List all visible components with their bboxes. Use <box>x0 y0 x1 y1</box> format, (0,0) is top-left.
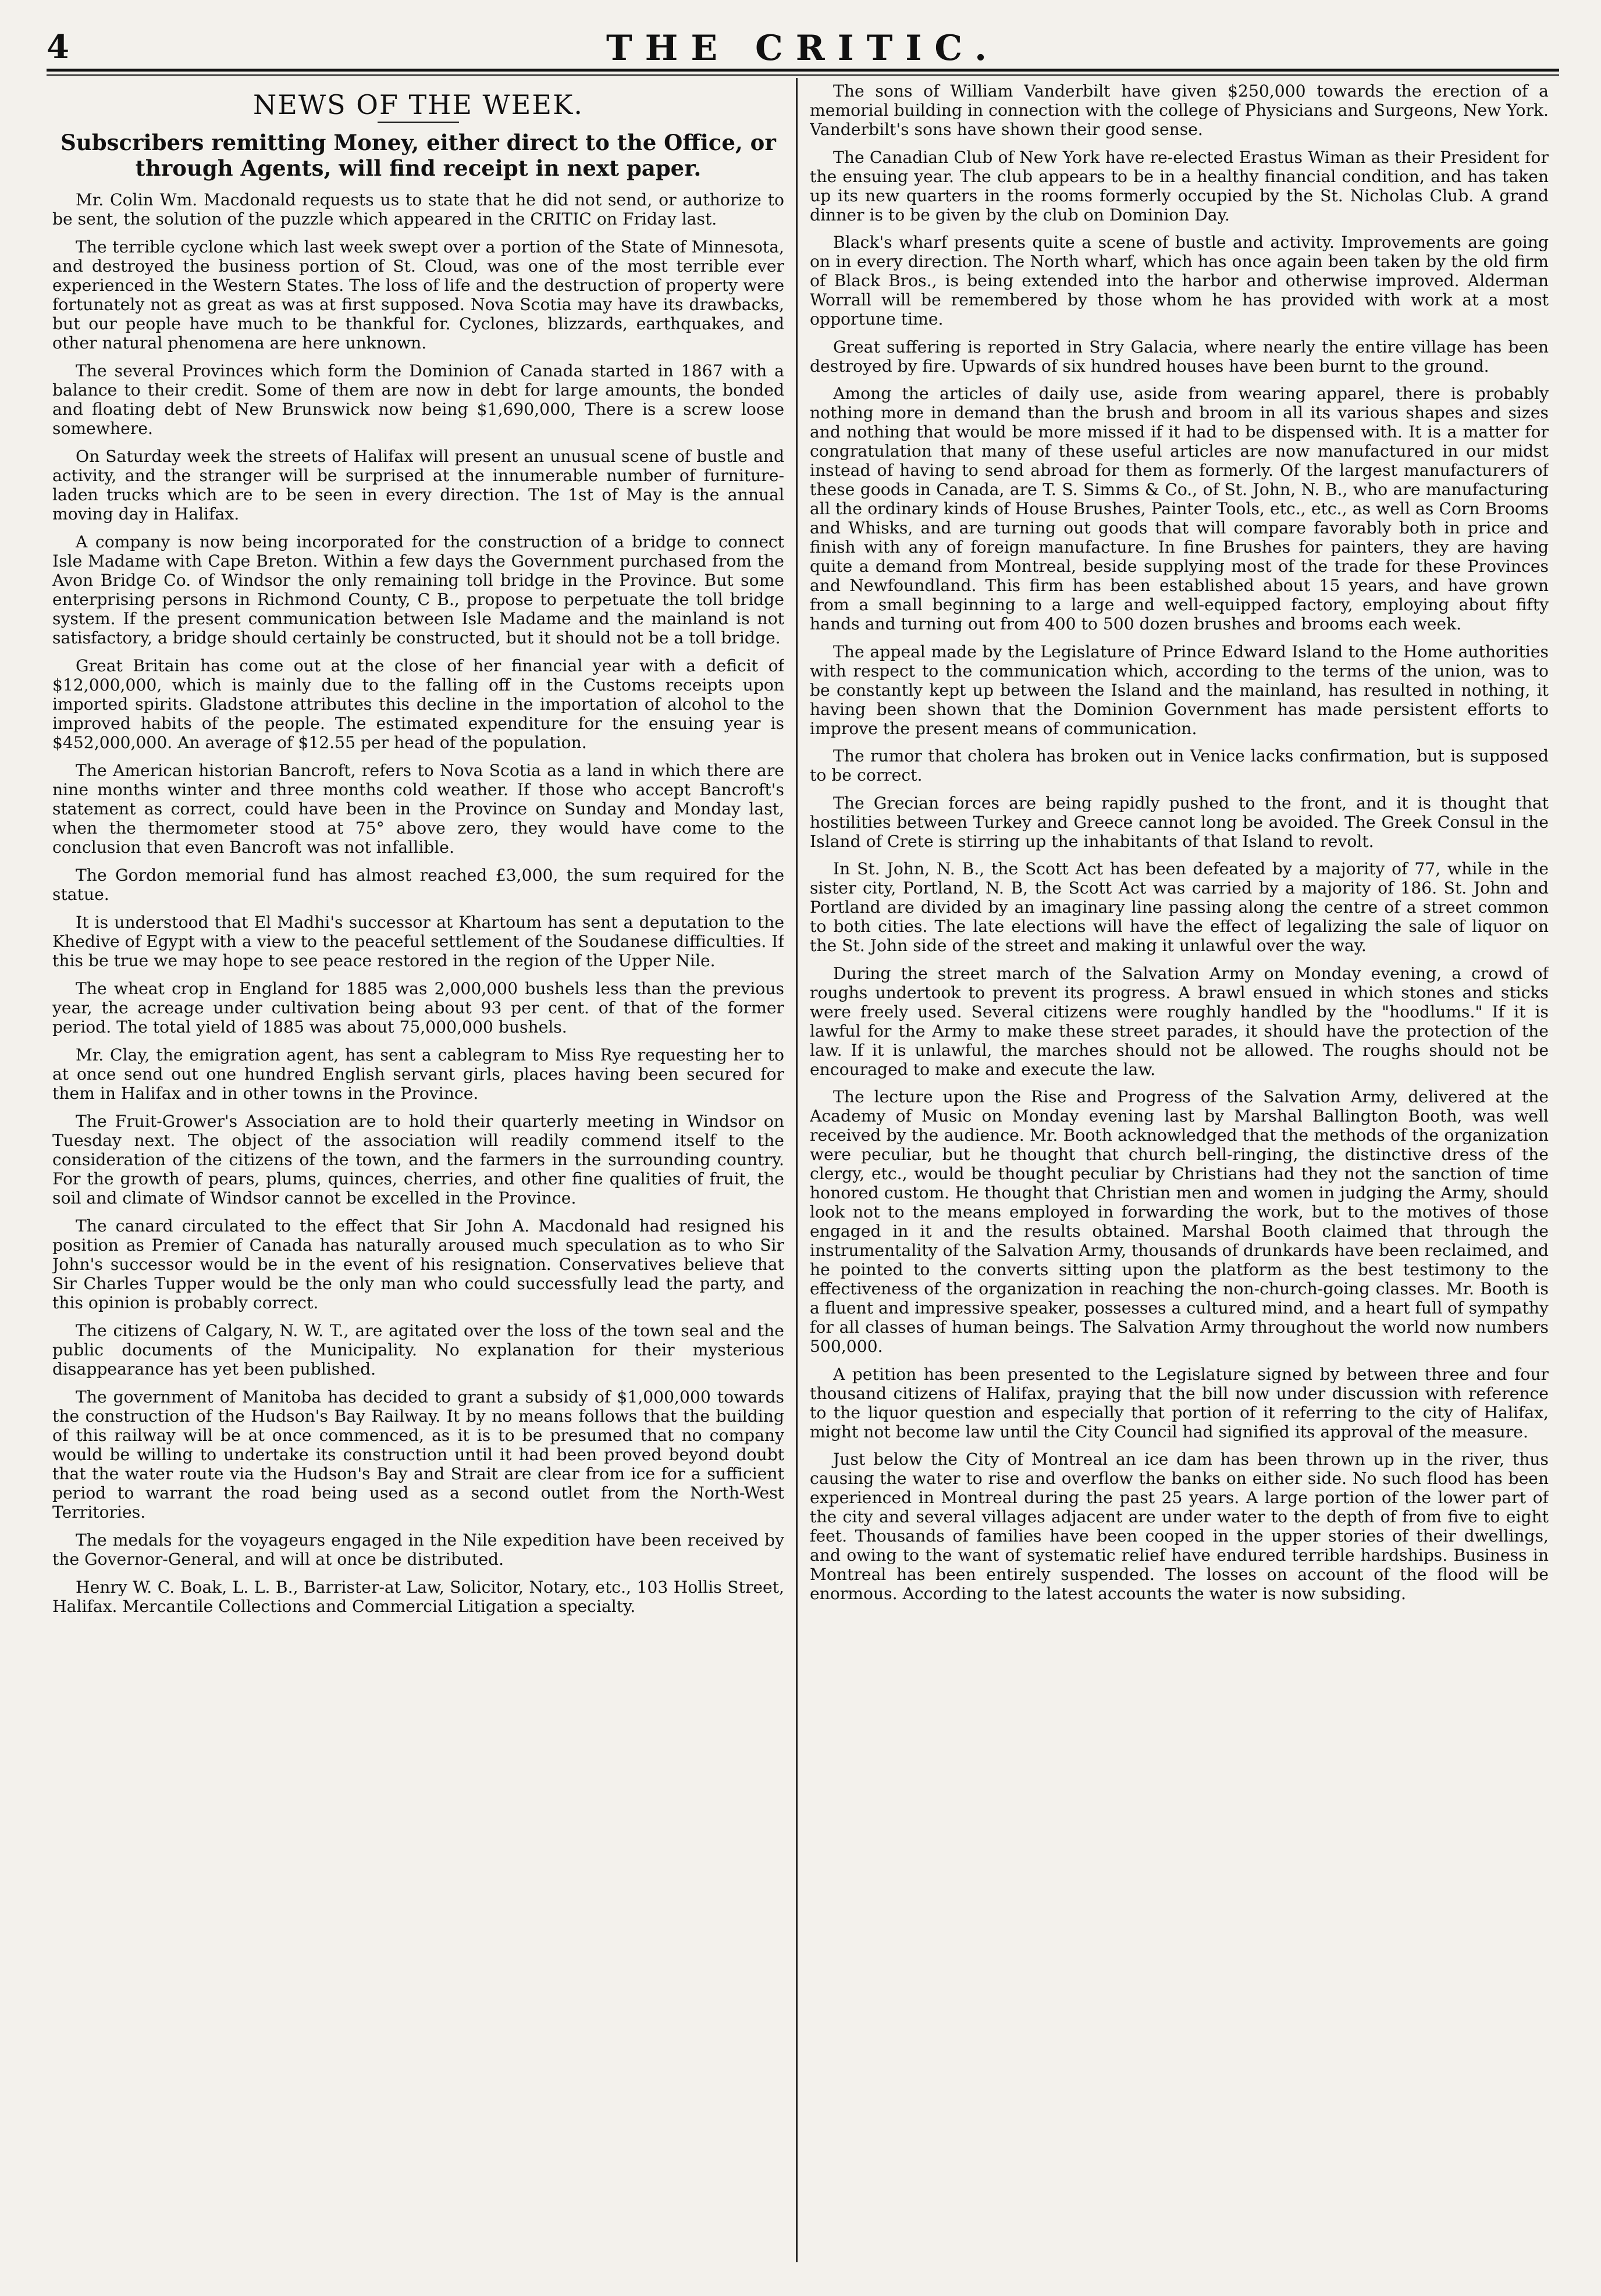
news-item: Great Britain has come out at the close of her financial year with a deficit of $12,000,000, which is mainly due to the falling off in the Customs receipts upon imported spirits. Gladstone attributes this decline in the importation of alcohol to the improved habits of the people. The estimated expenditure for the ensuing year is $452,000,000. An average of $12.55 per head of the population. <box>52 656 784 752</box>
news-item: Great suffering is reported in Stry Galacia, where nearly the entire village has been destroyed by fire. Upwards of six hundred houses have been burnt to the ground. <box>810 337 1549 376</box>
news-item: The citizens of Calgary, N. W. T., are agitated over the loss of the town seal and the public documents of the Municipality. No explanation for their mysterious disappearance has yet been published. <box>52 1321 784 1379</box>
masthead-rule-thin <box>47 74 1559 76</box>
news-item: The Fruit-Grower's Association are to hold their quarterly meeting in Windsor on Tuesday next. The object of the association will readily commend itself to the consideration of the citizens of the town, and the farmers in the surrounding country. For the growth of pears, plums, quinces, cherries, and other fine qualities of fruit, the soil and climate of Windsor cannot be excelled in the Province. <box>52 1112 784 1208</box>
news-item: Mr. Colin Wm. Macdonald requests us to state that he did not send, or authorize to be sent, the solution of the puzzle which appeared in the CRITIC on Friday last. <box>52 190 784 229</box>
right-column <box>810 81 1549 2266</box>
subscriber-notice: Subscribers remitting Money, either direct to the Office, or through Agents, will find receipt in next paper. <box>61 130 776 181</box>
news-item: The sons of William Vanderbilt have given $250,000 towards the erection of a memorial building in connection with the college of Physicians and Surgeons, New York. Vanderbilt's sons have shown their good sense. <box>810 81 1549 139</box>
page-number: 4 <box>47 28 69 66</box>
news-item: The American historian Bancroft, refers to Nova Scotia as a land in which there are nine months winter and three months cold weather. If those who accept Bancroft's statement as correct, could have been in the Province on Sunday and Monday last, when the thermometer stood at 75° above zero, they would have come to the conclusion that even Bancroft was not infallible. <box>52 761 784 857</box>
right-news-items <box>810 81 1549 1603</box>
news-item: The Gordon memorial fund has almost reached £3,000, the sum required for the statue. <box>52 866 784 904</box>
journal-title: THE CRITIC. <box>606 28 999 69</box>
left-column <box>52 81 784 2266</box>
news-item: The government of Manitoba has decided to grant a subsidy of $1,000,000 towards the construction of the Hudson's Bay Railway. It by no means follows that the building of this railway will be at once commenced, as it is to be presumed that no company would be willing to undertake its construction until it had been proved beyond doubt that the water route via the Hudson's Bay and Strait are clear from ice for a sufficient period to warrant the road being used as a second outlet from the North-West Territories. <box>52 1387 784 1522</box>
news-item: On Saturday week the streets of Halifax will present an unusual scene of bustle and activity, and the stranger will be surprised at the innumerable number of furniture-laden trucks which are to be seen in every direction. The 1st of May is the annual moving day in Halifax. <box>52 447 784 524</box>
heading-rule <box>378 122 459 123</box>
news-item: The terrible cyclone which last week swept over a portion of the State of Minnesota, and destroyed the business portion of St. Cloud, was one of the most terrible ever experienced in the Western States. The loss of life and the destruction of property were fortunately not as great as was at first supposed. Nova Scotia may have its drawbacks, but our people have much to be thankful for. Cyclones, blizzards, earthquakes, and other natural phenomena are here unknown. <box>52 237 784 353</box>
news-item: The medals for the voyageurs engaged in the Nile expedition have been received by the Governor-General, and will at once be distributed. <box>52 1530 784 1569</box>
news-item: Henry W. C. Boak, L. L. B., Barrister-at Law, Solicitor, Notary, etc., 103 Hollis Street, Halifax. Mercantile Collections and Commercial Litigation a specialty. <box>52 1578 784 1616</box>
section-heading: NEWS OF THE WEEK. <box>253 89 584 120</box>
masthead <box>47 28 1559 69</box>
news-item: In St. John, N. B., the Scott Act has been defeated by a majority of 77, while in the sister city, Portland, N. B, the Scott Act was carried by a majority of 186. St. John and Portland are divided by an imaginary line passing along the centre of a street common to both cities. The late elections will have the effect of legalizing the sale of liquor on the St. John side of the street and making it unlawful over the way. <box>810 859 1549 955</box>
column-divider <box>796 78 798 2262</box>
news-item: A petition has been presented to the Legislature signed by between three and four thousand citizens of Halifax, praying that the bill now under discussion with reference to the liquor question and especially that portion of it referring to the city of Halifax, might not become law until the City Council had signified its approval of the measure. <box>810 1364 1549 1441</box>
news-item: A company is now being incorporated for the construction of a bridge to connect Isle Madame with Cape Breton. Within a few days the Government purchased from the Avon Bridge Co. of Windsor the only remaining toll bridge in the Province. But some enterprising persons in Richmond County, C B., propose to perpetuate the toll bridge system. If the present communication between Isle Madame and the mainland is not satisfactory, a bridge should certainly be constructed, but it should not be a toll bridge. <box>52 532 784 647</box>
news-item: The Canadian Club of New York have re-elected Erastus Wiman as their President for the ensuing year. The club appears to be in a healthy financial condition, and has taken up its new quarters in the rooms formerly occupied by the St. Nicholas Club. A grand dinner is to be given by the club on Dominion Day. <box>810 147 1549 225</box>
news-item: The canard circulated to the effect that Sir John A. Macdonald had resigned his position as Premier of Canada has naturally aroused much speculation as to who Sir John's successor would be in the event of his resignation. Conservatives believe that Sir Charles Tupper would be the only man who could successfully lead the party, and this opinion is probably correct. <box>52 1216 784 1312</box>
news-item: During the street march of the Salvation Army on Monday evening, a crowd of roughs undertook to prevent its progress. A brawl ensued in which stones and sticks were freely used. Several citizens were roughly handled by the "hoodlums." If it is lawful for the Army to make these street parades, it should have the protection of the law. If it is unlawful, the marches should not be allowed. The roughs should not be encouraged to make and execute the law. <box>810 963 1549 1079</box>
news-item: Mr. Clay, the emigration agent, has sent a cablegram to Miss Rye requesting her to at once send out one hundred English servant girls, places having been secured for them in Halifax and in other towns in the Province. <box>52 1045 784 1103</box>
news-item: Just below the City of Montreal an ice dam has been thrown up in the river, thus causing the water to rise and overflow the banks on either side. No such flood has been experienced in Montreal during the past 25 years. A large portion of the lower part of the city and several villages adjacent are under water to the depth of from five to eight feet. Thousands of families have been cooped in the upper stories of their dwellings, and owing to the want of systematic relief have endured terrible hardships. Business in Montreal has been entirely suspended. The losses on account of the flood will be enormous. According to the latest accounts the water is now subsiding. <box>810 1450 1549 1603</box>
news-item: The wheat crop in England for 1885 was 2,000,000 bushels less than the previous year, the acreage under cultivation being about 93 per cent. of that of the former period. The total yield of 1885 was about 75,000,000 bushels. <box>52 979 784 1037</box>
news-item: The lecture upon the Rise and Progress of the Salvation Army, delivered at the Academy of Music on Monday evening last by Marshal Ballington Booth, was well received by the audience. Mr. Booth acknowledged that the methods of the organization were peculiar, but he thought that church bell-ringing, the distinctive dress of the clergy, etc., would be thought peculiar by Christians had they not the sanction of time honored custom. He thought that Christian men and women in judging the Army, should look not to the means employed in forwarding the work, but to the motives of those engaged in it and the results obtained. Marshal Booth claimed that through the instrumentality of the Salvation Army, thousands of drunkards have been reclaimed, and he pointed to the converts sitting upon the platform as the best testimony to the effectiveness of the organization in reaching the non-church-going classes. Mr. Booth is a fluent and impressive speaker, possesses a cultured mind, and a heart full of sympathy for all classes of human beings. The Salvation Army throughout the world now numbers 500,000. <box>810 1087 1549 1356</box>
news-item: The Grecian forces are being rapidly pushed to the front, and it is thought that hostilities between Turkey and Greece cannot long be avoided. The Greek Consul in the Island of Crete is stirring up the inhabitants of that Island to revolt. <box>810 793 1549 851</box>
news-item: The several Provinces which form the Dominion of Canada started in 1867 with a balance to their credit. Some of them are now in debt for large amounts, the bonded and floating debt of New Brunswick now being $1,690,000, There is a screw loose somewhere. <box>52 361 784 438</box>
masthead-rule-thick <box>47 69 1559 72</box>
left-news-items <box>52 190 784 1616</box>
news-item: The rumor that cholera has broken out in Venice lacks confirmation, but is supposed to be correct. <box>810 746 1549 785</box>
news-item: Black's wharf presents quite a scene of bustle and activity. Improvements are going on in every direction. The North wharf, which has once again been taken by the old firm of Black Bros., is being extended into the harbor and otherwise improved. Alderman Worrall will be remembered by those whom he has provided with work at a most opportune time. <box>810 233 1549 329</box>
news-item: Among the articles of daily use, aside from wearing apparel, there is probably nothing more in demand than the brush and broom in all its various shapes and sizes and nothing that would be more missed if it had to be dispensed with. It is a matter for congratulation that many of these useful articles are now manufactured in our midst instead of having to send abroad for them as formerly. Of the largest manufacturers of these goods in Canada, are T. S. Simms & Co., of St. John, N. B., who are manufacturing all the ordinary kinds of House Brushes, Painter Tools, etc., etc., as well as Corn Brooms and Whisks, and are turning out goods that will compare favorably both in price and finish with any of foreign manufacture. In fine Brushes for painters, they are having quite a demand from Montreal, beside supplying most of the trade for these Provinces and Newfoundland. This firm has been established about 15 years, and have grown from a small beginning to a large and well-equipped factory, employing about fifty hands and turning out from 400 to 500 dozen brushes and brooms each week. <box>810 384 1549 633</box>
news-item: It is understood that El Madhi's successor at Khartoum has sent a deputation to the Khedive of Egypt with a view to the peaceful settlement of the Soudanese difficulties. If this be true we may hope to see peace restored in the region of the Upper Nile. <box>52 913 784 970</box>
news-item: The appeal made by the Legislature of Prince Edward Island to the Home authorities with respect to the communication which, according to the terms of the union, was to be constantly kept up between the Island and the mainland, has resulted in nothing, it having been shown that the Dominion Government has made persistent efforts to improve the present means of communication. <box>810 642 1549 738</box>
